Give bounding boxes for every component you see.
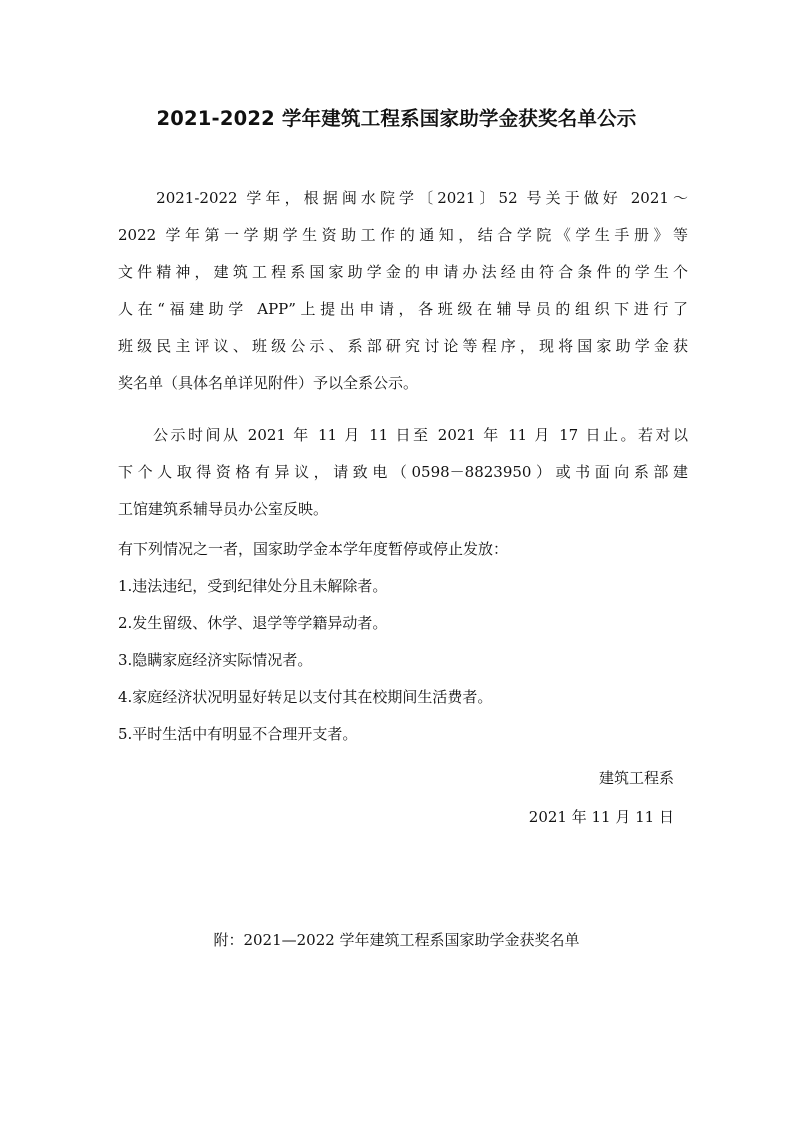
condition-item: 1.违法违纪，受到纪律处分且未解除者。 <box>118 577 388 595</box>
signature: 建筑工程系 <box>598 769 674 787</box>
page-title: 2021-2022 学年建筑工程系国家助学金获奖名单公示 <box>156 107 637 130</box>
paragraph-line: 奖名单（具体名单详见附件）予以全系公示。 <box>118 374 419 392</box>
paragraph-line: 2021-2022 学年，根据闽水院学〔2021〕52 号关于做好 2021～ <box>118 189 688 207</box>
condition-item: 3.隐瞒家庭经济实际情况者。 <box>118 651 313 669</box>
paragraph-line: 下个人取得资格有异议，请致电（0598－8823950）或书面向系部建 <box>118 463 688 481</box>
paragraph-line: 2022 学年第一学期学生资助工作的通知，结合学院《学生手册》等 <box>118 226 688 244</box>
paragraph-line: 人在“福建助学 APP”上提出申请，各班级在辅导员的组织下进行了 <box>118 300 688 318</box>
condition-item: 4.家庭经济状况明显好转足以支付其在校期间生活费者。 <box>118 688 493 706</box>
paragraph-line: 工馆建筑系辅导员办公室反映。 <box>118 500 329 518</box>
paragraph-line: 文件精神，建筑工程系国家助学金的申请办法经由符合条件的学生个 <box>118 263 688 281</box>
condition-item: 5.平时生活中有明显不合理开支者。 <box>118 725 358 743</box>
paragraph-line: 班级民主评议、班级公示、系部研究讨论等程序，现将国家助学金获 <box>118 337 688 355</box>
conditions-intro: 有下列情况之一者，国家助学金本学年度暂停或停止发放： <box>118 540 509 558</box>
signature-date: 2021 年 11 月 11 日 <box>528 808 674 826</box>
condition-item: 2.发生留级、休学、退学等学籍异动者。 <box>118 614 388 632</box>
attachment-note: 附：2021—2022 学年建筑工程系国家助学金获奖名单 <box>213 931 580 949</box>
paragraph-line: 公示时间从 2021 年 11 月 11 日至 2021 年 11 月 17 日止。若对以 <box>118 426 688 444</box>
